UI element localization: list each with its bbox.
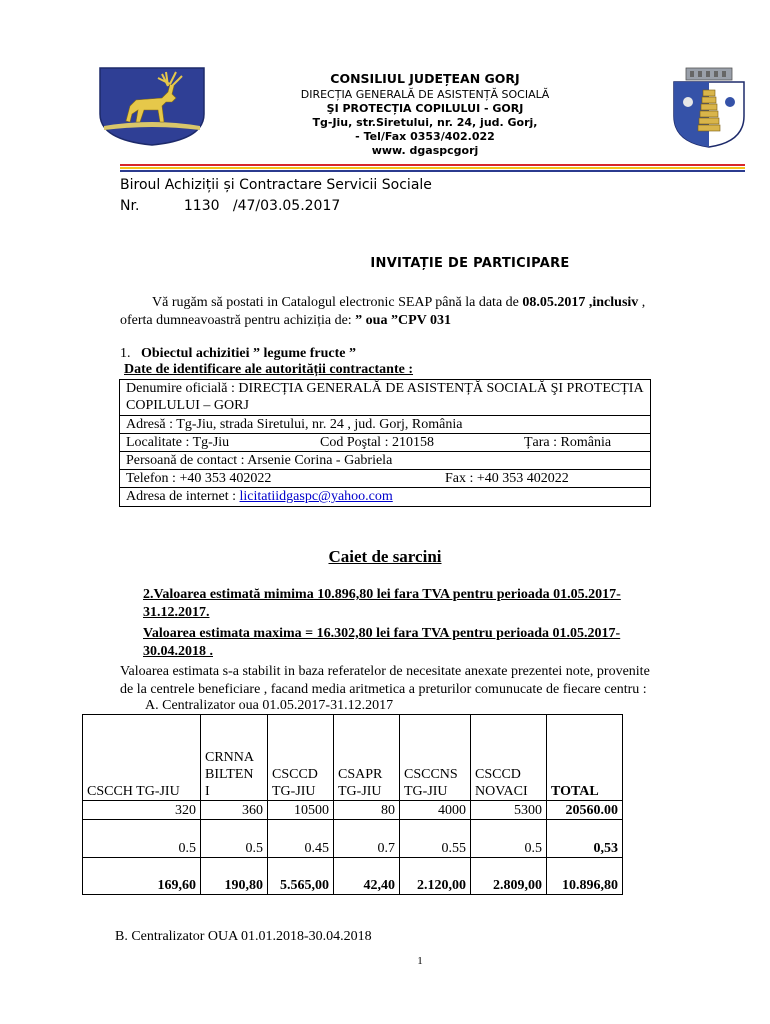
- table-row-quantities: [83, 801, 623, 820]
- office-name: Biroul Achiziții și Contractare Servicii Sociale: [120, 177, 432, 193]
- table-cell: 0.5: [201, 820, 268, 858]
- table-cell: 169,60: [83, 858, 201, 895]
- locality-row: Localitate : Tg-Jiu Cod Poştal : 210158 Țara : România: [120, 434, 650, 452]
- table-cell: 0,53: [547, 820, 623, 858]
- header-line-3: Tg-Jiu, str.Siretului, nr. 24, jud. Gorj,: [312, 116, 538, 129]
- tg-jiu-city-crest-icon: [668, 66, 750, 148]
- table-cell: 5.565,00: [268, 858, 334, 895]
- object-heading: 1. Obiectul achizitiei ” legume fructe ”: [120, 346, 356, 361]
- header-line-5: www. dgaspcgorj: [371, 144, 479, 157]
- table-header-row: [83, 715, 623, 801]
- intro-line-1: Vă rugăm să postati in Catalogul electronic SEAP până la data de 08.05.2017 ,inclusiv ,: [152, 295, 646, 310]
- table-cell: 190,80: [201, 858, 268, 895]
- official-name-row: Denumire oficială : DIRECȚIA GENERALĂ DE ASISTENȚĂ SOCIALĂ ŞI PROTECȚIA COPILULUI – GORJ: [120, 380, 650, 416]
- table-row-prices: [83, 820, 623, 858]
- header-line-2: ŞI PROTECȚIA COPILULUI - GORJ: [326, 102, 524, 115]
- table-cell: 0.55: [400, 820, 471, 858]
- header-cell: CSCCD TG-JIU: [268, 715, 334, 801]
- centralizer-table: [82, 714, 623, 895]
- header-cell: CSCCD NOVACI: [471, 715, 547, 801]
- table-cell: 10.896,80: [547, 858, 623, 895]
- header-line-1: DIRECȚIA GENERALĂ DE ASISTENȚĂ SOCIALĂ: [300, 88, 550, 101]
- identification-heading: Date de identificare ale autorității contractante :: [124, 362, 413, 377]
- contact-person-row: Persoană de contact : Arsenie Corina - Gabriela: [120, 452, 650, 470]
- estimated-min-line-1: 2.Valoarea estimată mimima 10.896,80 lei fara TVA pentru perioada 01.05.2017-: [143, 587, 621, 602]
- table-cell: 0.5: [83, 820, 201, 858]
- description-line-2: de la centrele beneficiare , facand media aritmetica a preturilor comunucate de fiecare centru :: [120, 682, 647, 697]
- table-cell: 2.809,00: [471, 858, 547, 895]
- table-cell: 42,40: [334, 858, 400, 895]
- intro-line-2: oferta dumneavoastră pentru achiziția de: ” oua ”CPV 031: [120, 313, 451, 328]
- web-row: Adresa de internet : licitatiidgaspc@yahoo.com: [126, 489, 393, 504]
- centralizer-b-heading: B. Centralizator OUA 01.01.2018-30.04.2018: [115, 929, 372, 944]
- estimated-max-line-2: 30.04.2018 .: [143, 644, 213, 659]
- header-line-4: - Tel/Fax 0353/402.022: [355, 130, 495, 143]
- table-cell: 20560.00: [547, 801, 623, 820]
- header-cell: TOTAL: [547, 715, 623, 801]
- contracting-authority-box: [119, 379, 651, 507]
- invitation-title: INVITAȚIE DE PARTICIPARE: [370, 256, 570, 271]
- header-cell: CSAPR TG-JIU: [334, 715, 400, 801]
- header-cell: CSCCNS TG-JIU: [400, 715, 471, 801]
- gorj-county-crest-icon: [96, 66, 208, 146]
- phone-row: Telefon : +40 353 402022 Fax : +40 353 402022: [120, 470, 650, 488]
- description-line-1: Valoarea estimata s-a stabilit in baza referatelor de necesitate anexate prezentei note, provenite: [120, 664, 650, 679]
- estimated-max-line-1: Valoarea estimata maxima = 16.302,80 lei fara TVA pentru perioada 01.05.2017-: [143, 626, 621, 641]
- table-cell: 4000: [400, 801, 471, 820]
- specs-title: Caiet de sarcini: [328, 547, 442, 566]
- email-link[interactable]: licitatiidgaspc@yahoo.com: [239, 489, 393, 504]
- table-cell: 320: [83, 801, 201, 820]
- tricolor-divider: [120, 164, 745, 173]
- table-cell: 0.5: [471, 820, 547, 858]
- header-cell: CSCCH TG-JIU: [83, 715, 201, 801]
- header-cell: CRNNA BILTEN I: [201, 715, 268, 801]
- estimated-min-line-2: 31.12.2017.: [143, 605, 210, 620]
- table-cell: 2.120,00: [400, 858, 471, 895]
- registration-number: Nr. 1130 /47/03.05.2017: [120, 198, 341, 214]
- address-row: Adresă : Tg-Jiu, strada Siretului, nr. 24 , jud. Gorj, România: [120, 416, 650, 434]
- table-row-totals: [83, 858, 623, 895]
- table-cell: 10500: [268, 801, 334, 820]
- header-title: CONSILIUL JUDEȚEAN GORJ: [330, 71, 520, 86]
- table-cell: 360: [201, 801, 268, 820]
- centralizer-a-heading: A. Centralizator oua 01.05.2017-31.12.2017: [145, 698, 394, 713]
- table-cell: 80: [334, 801, 400, 820]
- table-cell: 0.45: [268, 820, 334, 858]
- page-number: 1: [417, 955, 423, 967]
- table-cell: 0.7: [334, 820, 400, 858]
- table-cell: 5300: [471, 801, 547, 820]
